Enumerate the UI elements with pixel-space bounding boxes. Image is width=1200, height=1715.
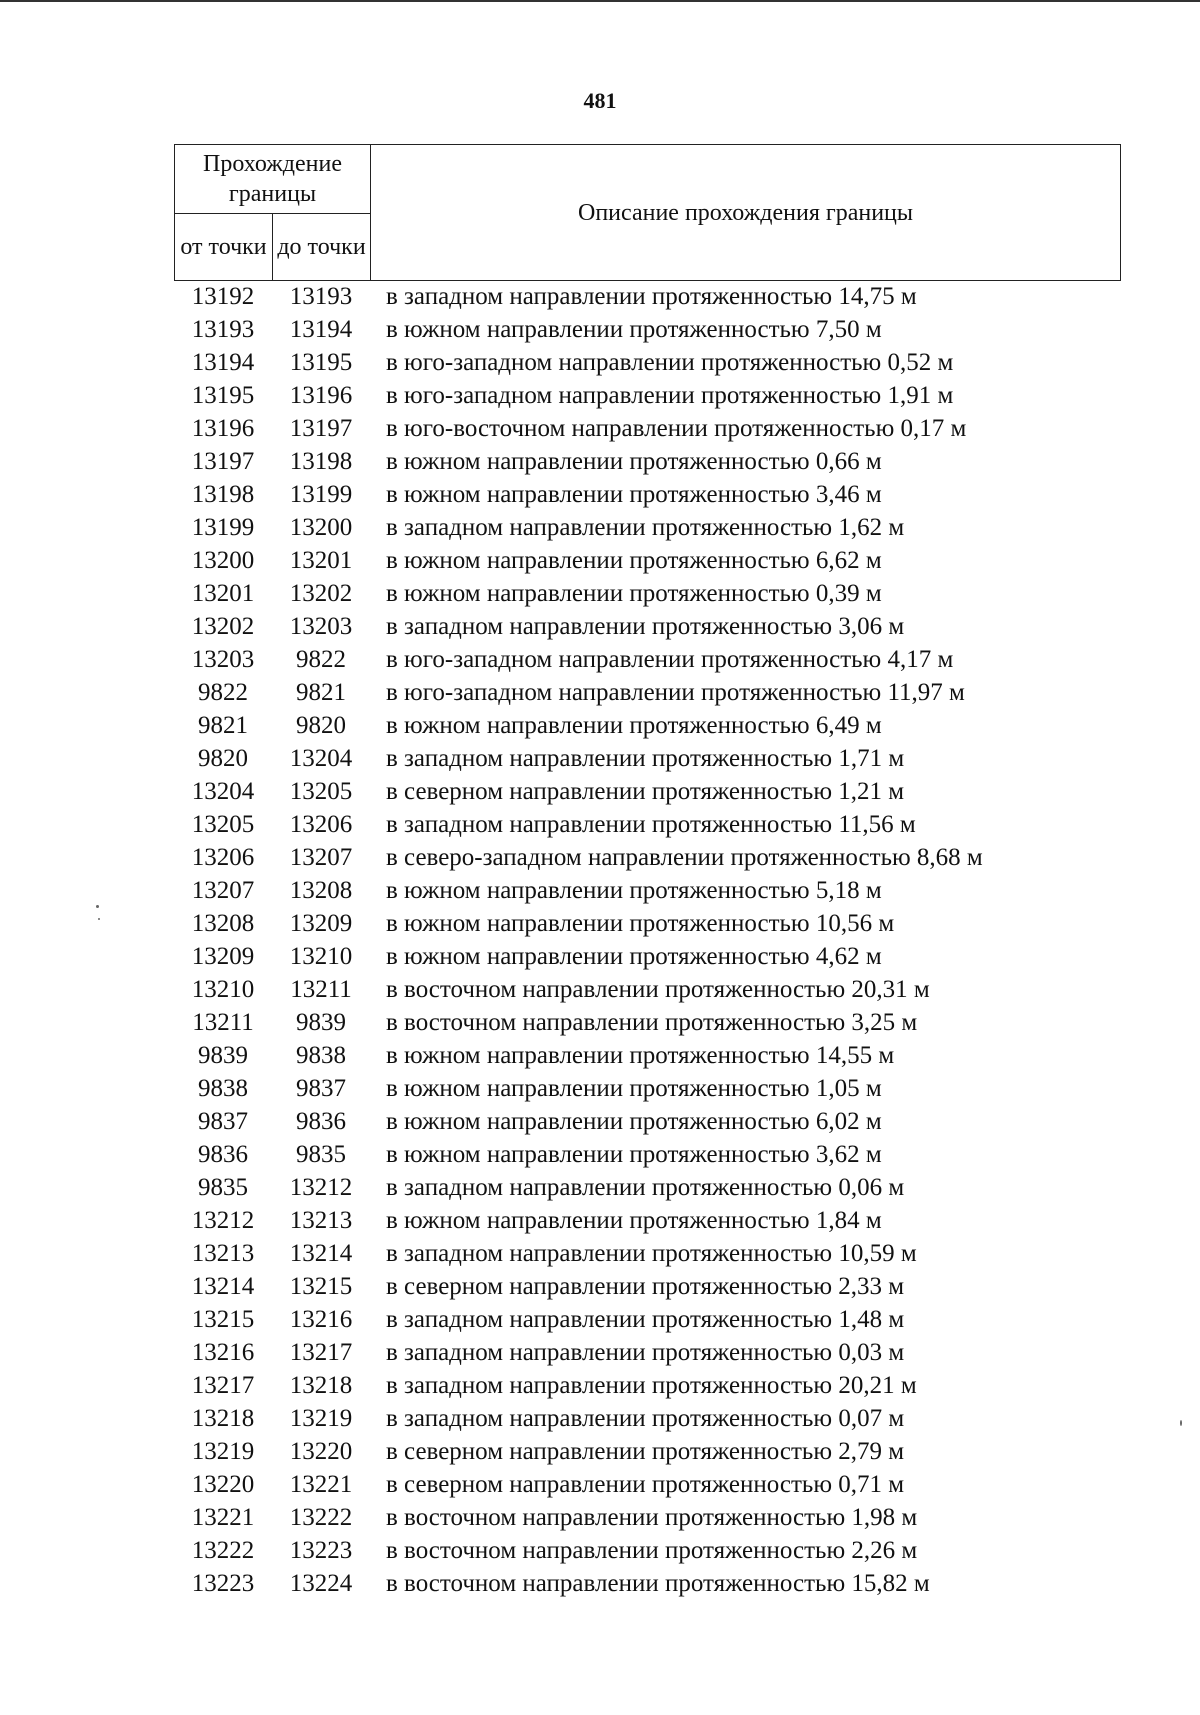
table-row (174, 874, 1120, 907)
to-point-cell: 13198 (289, 448, 353, 475)
to-point-cell: 13224 (289, 1570, 353, 1597)
to-point-cell: 9837 (296, 1075, 346, 1102)
to-point-cell: 13220 (289, 1438, 353, 1465)
header-description-title: Описание прохождения границы (371, 145, 1121, 281)
table-row (174, 709, 1120, 742)
description-cell: в южном направлении протяженностью 0,66 м (386, 448, 882, 475)
from-point-cell: 13219 (191, 1438, 255, 1465)
table-row (174, 1402, 1120, 1435)
table-row (174, 1006, 1120, 1039)
description-cell: в западном направлении протяженностью 1,48 м (386, 1306, 905, 1333)
to-point-cell: 13197 (289, 415, 353, 442)
description-cell: в юго-западном направлении протяженностью 11,97 м (386, 679, 965, 706)
to-point-cell: 9820 (296, 712, 346, 739)
from-point-cell: 13220 (191, 1471, 255, 1498)
from-point-cell: 13204 (191, 778, 255, 805)
to-point-cell: 13209 (289, 910, 353, 937)
from-point-cell: 13222 (191, 1537, 255, 1564)
from-point-cell: 13196 (191, 415, 255, 442)
from-point-cell: 13212 (191, 1207, 255, 1234)
description-cell: в южном направлении протяженностью 3,62 м (386, 1141, 882, 1168)
to-point-cell: 13196 (289, 382, 353, 409)
to-point-cell: 13216 (289, 1306, 353, 1333)
description-cell: в западном направлении протяженностью 1,71 м (386, 745, 905, 772)
table-row (174, 1039, 1120, 1072)
table-row (174, 940, 1120, 973)
table-row (174, 1204, 1120, 1237)
description-cell: в северном направлении протяженностью 1,21 м (386, 778, 905, 805)
table-row (174, 280, 1120, 313)
table-row (174, 907, 1120, 940)
table-row (174, 1501, 1120, 1534)
to-point-cell: 13204 (289, 745, 353, 772)
from-point-cell: 13208 (191, 910, 255, 937)
table-row (174, 445, 1120, 478)
boundary-table-header (174, 144, 1121, 281)
to-point-cell: 13215 (289, 1273, 353, 1300)
table-row (174, 1468, 1120, 1501)
from-point-cell: 13215 (191, 1306, 255, 1333)
from-point-cell: 13192 (191, 283, 255, 310)
description-cell: в южном направлении протяженностью 14,55 м (386, 1042, 895, 1069)
from-point-cell: 13203 (191, 646, 255, 673)
from-point-cell: 13223 (191, 1570, 255, 1597)
header-group-title: Прохождение границы (175, 145, 371, 214)
to-point-cell: 13195 (289, 349, 353, 376)
table-row (174, 610, 1120, 643)
from-point-cell: 13201 (191, 580, 255, 607)
scan-speck (96, 905, 99, 908)
to-point-cell: 13193 (289, 283, 353, 310)
to-point-cell: 13222 (289, 1504, 353, 1531)
to-point-cell: 9835 (296, 1141, 346, 1168)
table-row (174, 1534, 1120, 1567)
to-point-cell: 13203 (289, 613, 353, 640)
table-row (174, 544, 1120, 577)
table-row (174, 1138, 1120, 1171)
table-row (174, 973, 1120, 1006)
table-row (174, 1336, 1120, 1369)
from-point-cell: 13221 (191, 1504, 255, 1531)
page-number: 481 (583, 88, 617, 113)
description-cell: в восточном направлении протяженностью 1,98 м (386, 1504, 918, 1531)
from-point-cell: 9835 (198, 1174, 248, 1201)
from-point-cell: 13200 (191, 547, 255, 574)
table-row (174, 841, 1120, 874)
table-row (174, 1303, 1120, 1336)
from-point-cell: 9821 (198, 712, 248, 739)
to-point-cell: 13214 (289, 1240, 353, 1267)
table-row (174, 1435, 1120, 1468)
header-to-point: до точки (273, 214, 371, 281)
boundary-table-body (174, 280, 1120, 1600)
to-point-cell: 9822 (296, 646, 346, 673)
description-cell: в западном направлении протяженностью 3,06 м (386, 613, 905, 640)
description-cell: в юго-западном направлении протяженностью 0,52 м (386, 349, 954, 376)
description-cell: в западном направлении протяженностью 0,07 м (386, 1405, 905, 1432)
from-point-cell: 9839 (198, 1042, 248, 1069)
from-point-cell: 13194 (191, 349, 255, 376)
from-point-cell: 13206 (191, 844, 255, 871)
from-point-cell: 13214 (191, 1273, 255, 1300)
table-row (174, 1072, 1120, 1105)
to-point-cell: 13205 (289, 778, 353, 805)
from-point-cell: 9836 (198, 1141, 248, 1168)
description-cell: в северном направлении протяженностью 2,79 м (386, 1438, 905, 1465)
from-point-cell: 9822 (198, 679, 248, 706)
description-cell: в юго-западном направлении протяженностью 4,17 м (386, 646, 954, 673)
from-point-cell: 13193 (191, 316, 255, 343)
description-cell: в западном направлении протяженностью 1,62 м (386, 514, 905, 541)
to-point-cell: 13213 (289, 1207, 353, 1234)
table-row (174, 313, 1120, 346)
from-point-cell: 13210 (191, 976, 255, 1003)
description-cell: в восточном направлении протяженностью 2,26 м (386, 1537, 918, 1564)
to-point-cell: 13206 (289, 811, 353, 838)
to-point-cell: 13201 (289, 547, 353, 574)
description-cell: в южном направлении протяженностью 3,46 м (386, 481, 882, 508)
to-point-cell: 13221 (289, 1471, 353, 1498)
from-point-cell: 13218 (191, 1405, 255, 1432)
table-row (174, 775, 1120, 808)
description-cell: в северо-западном направлении протяженностью 8,68 м (386, 844, 983, 871)
description-cell: в восточном направлении протяженностью 15,82 м (386, 1570, 930, 1597)
from-point-cell: 13198 (191, 481, 255, 508)
description-cell: в южном направлении протяженностью 7,50 м (386, 316, 882, 343)
table-row (174, 379, 1120, 412)
table-row (174, 1171, 1120, 1204)
description-cell: в западном направлении протяженностью 20,21 м (386, 1372, 917, 1399)
from-point-cell: 13217 (191, 1372, 255, 1399)
to-point-cell: 13208 (289, 877, 353, 904)
table-row (174, 346, 1120, 379)
description-cell: в северном направлении протяженностью 2,33 м (386, 1273, 905, 1300)
from-point-cell: 13199 (191, 514, 255, 541)
to-point-cell: 9838 (296, 1042, 346, 1069)
from-point-cell: 13209 (191, 943, 255, 970)
header-from-point: от точки (175, 214, 273, 281)
description-cell: в западном направлении протяженностью 14,75 м (386, 283, 917, 310)
to-point-cell: 13210 (289, 943, 353, 970)
from-point-cell: 13205 (191, 811, 255, 838)
description-cell: в южном направлении протяженностью 6,02 м (386, 1108, 882, 1135)
to-point-cell: 13223 (289, 1537, 353, 1564)
to-point-cell: 13199 (289, 481, 353, 508)
from-point-cell: 13195 (191, 382, 255, 409)
from-point-cell: 13202 (191, 613, 255, 640)
description-cell: в южном направлении протяженностью 6,49 м (386, 712, 882, 739)
table-row (174, 676, 1120, 709)
description-cell: в южном направлении протяженностью 6,62 м (386, 547, 882, 574)
to-point-cell: 9839 (296, 1009, 346, 1036)
description-cell: в юго-восточном направлении протяженностью 0,17 м (386, 415, 967, 442)
from-point-cell: 13211 (192, 1009, 254, 1036)
table-row (174, 1567, 1120, 1600)
from-point-cell: 9837 (198, 1108, 248, 1135)
to-point-cell: 13219 (289, 1405, 353, 1432)
table-row (174, 808, 1120, 841)
description-cell: в южном направлении протяженностью 1,05 м (386, 1075, 882, 1102)
description-cell: в восточном направлении протяженностью 20,31 м (386, 976, 930, 1003)
description-cell: в южном направлении протяженностью 10,56 м (386, 910, 895, 937)
from-point-cell: 9838 (198, 1075, 248, 1102)
table-row (174, 1270, 1120, 1303)
from-point-cell: 13197 (191, 448, 255, 475)
to-point-cell: 13194 (289, 316, 353, 343)
scan-edge-line (0, 0, 1200, 2)
description-cell: в западном направлении протяженностью 10,59 м (386, 1240, 917, 1267)
description-cell: в западном направлении протяженностью 0,06 м (386, 1174, 905, 1201)
description-cell: в восточном направлении протяженностью 3,25 м (386, 1009, 918, 1036)
table-row (174, 742, 1120, 775)
to-point-cell: 13212 (289, 1174, 353, 1201)
to-point-cell: 13202 (289, 580, 353, 607)
table-row (174, 643, 1120, 676)
table-row (174, 577, 1120, 610)
description-cell: в южном направлении протяженностью 5,18 м (386, 877, 882, 904)
to-point-cell: 13211 (290, 976, 352, 1003)
table-row (174, 1237, 1120, 1270)
description-cell: в южном направлении протяженностью 0,39 м (386, 580, 882, 607)
table-row (174, 1105, 1120, 1138)
to-point-cell: 9836 (296, 1108, 346, 1135)
table-row (174, 511, 1120, 544)
from-point-cell: 9820 (198, 745, 248, 772)
description-cell: в южном направлении протяженностью 4,62 м (386, 943, 882, 970)
description-cell: в западном направлении протяженностью 0,03 м (386, 1339, 905, 1366)
to-point-cell: 9821 (296, 679, 346, 706)
scan-speck (1180, 1420, 1182, 1426)
scan-speck (98, 918, 100, 920)
to-point-cell: 13218 (289, 1372, 353, 1399)
from-point-cell: 13213 (191, 1240, 255, 1267)
description-cell: в юго-западном направлении протяженностью 1,91 м (386, 382, 954, 409)
description-cell: в северном направлении протяженностью 0,71 м (386, 1471, 905, 1498)
to-point-cell: 13217 (289, 1339, 353, 1366)
from-point-cell: 13207 (191, 877, 255, 904)
table-row (174, 478, 1120, 511)
to-point-cell: 13200 (289, 514, 353, 541)
from-point-cell: 13216 (191, 1339, 255, 1366)
description-cell: в южном направлении протяженностью 1,84 м (386, 1207, 882, 1234)
table-row (174, 412, 1120, 445)
description-cell: в западном направлении протяженностью 11,56 м (386, 811, 916, 838)
to-point-cell: 13207 (289, 844, 353, 871)
table-row (174, 1369, 1120, 1402)
